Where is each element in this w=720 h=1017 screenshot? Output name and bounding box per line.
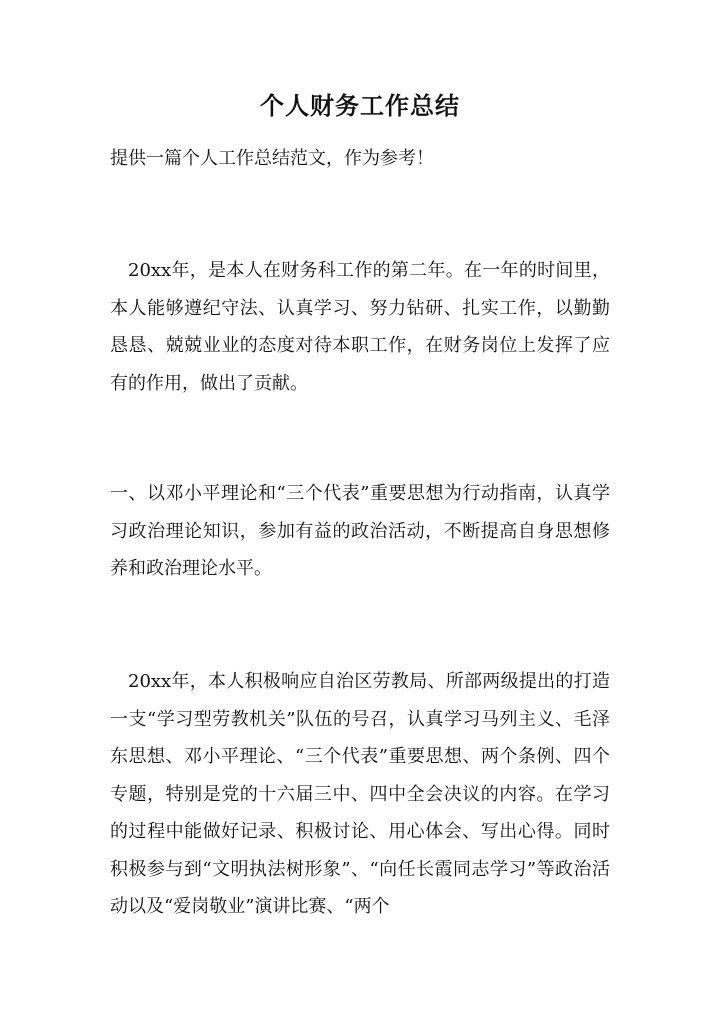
paragraph-study-details: 20xx年，本人积极响应自治区劳教局、所部两级提出的打造一支“学习型劳教机关”队伍的号召，认真学习马列主义、毛泽东思想、邓小平理论、“三个代表”重要思想、两个条例、四个专题，特别是党的十六届三中、四中全会决议的内容。在学习的过程中能做好记录、积极讨论、用心体会、写出心得。同时积极参与到“文明执法树形象”、“向任长霞同志学习”等政治活动以及“爱岗敬业”演讲比赛、“两个 [110, 671, 610, 917]
document-subtitle: 提供一篇个人工作总结范文，作为参考！ [110, 148, 434, 169]
paragraph-intro: 20xx年，是本人在财务科工作的第二年。在一年的时间里，本人能够遵纪守法、认真学习、努力钻研、扎实工作，以勤勤恳恳、兢兢业业的态度对待本职工作，在财务岗位上发挥了应有的作用，做出了贡献。 [110, 260, 610, 394]
paragraph-section-heading: 一、以邓小平理论和“三个代表”重要思想为行动指南，认真学习政治理论知识，参加有益的政治活动，不断提高自身思想修养和政治理论水平。 [110, 483, 610, 579]
document-title: 个人财务工作总结 [260, 92, 460, 120]
